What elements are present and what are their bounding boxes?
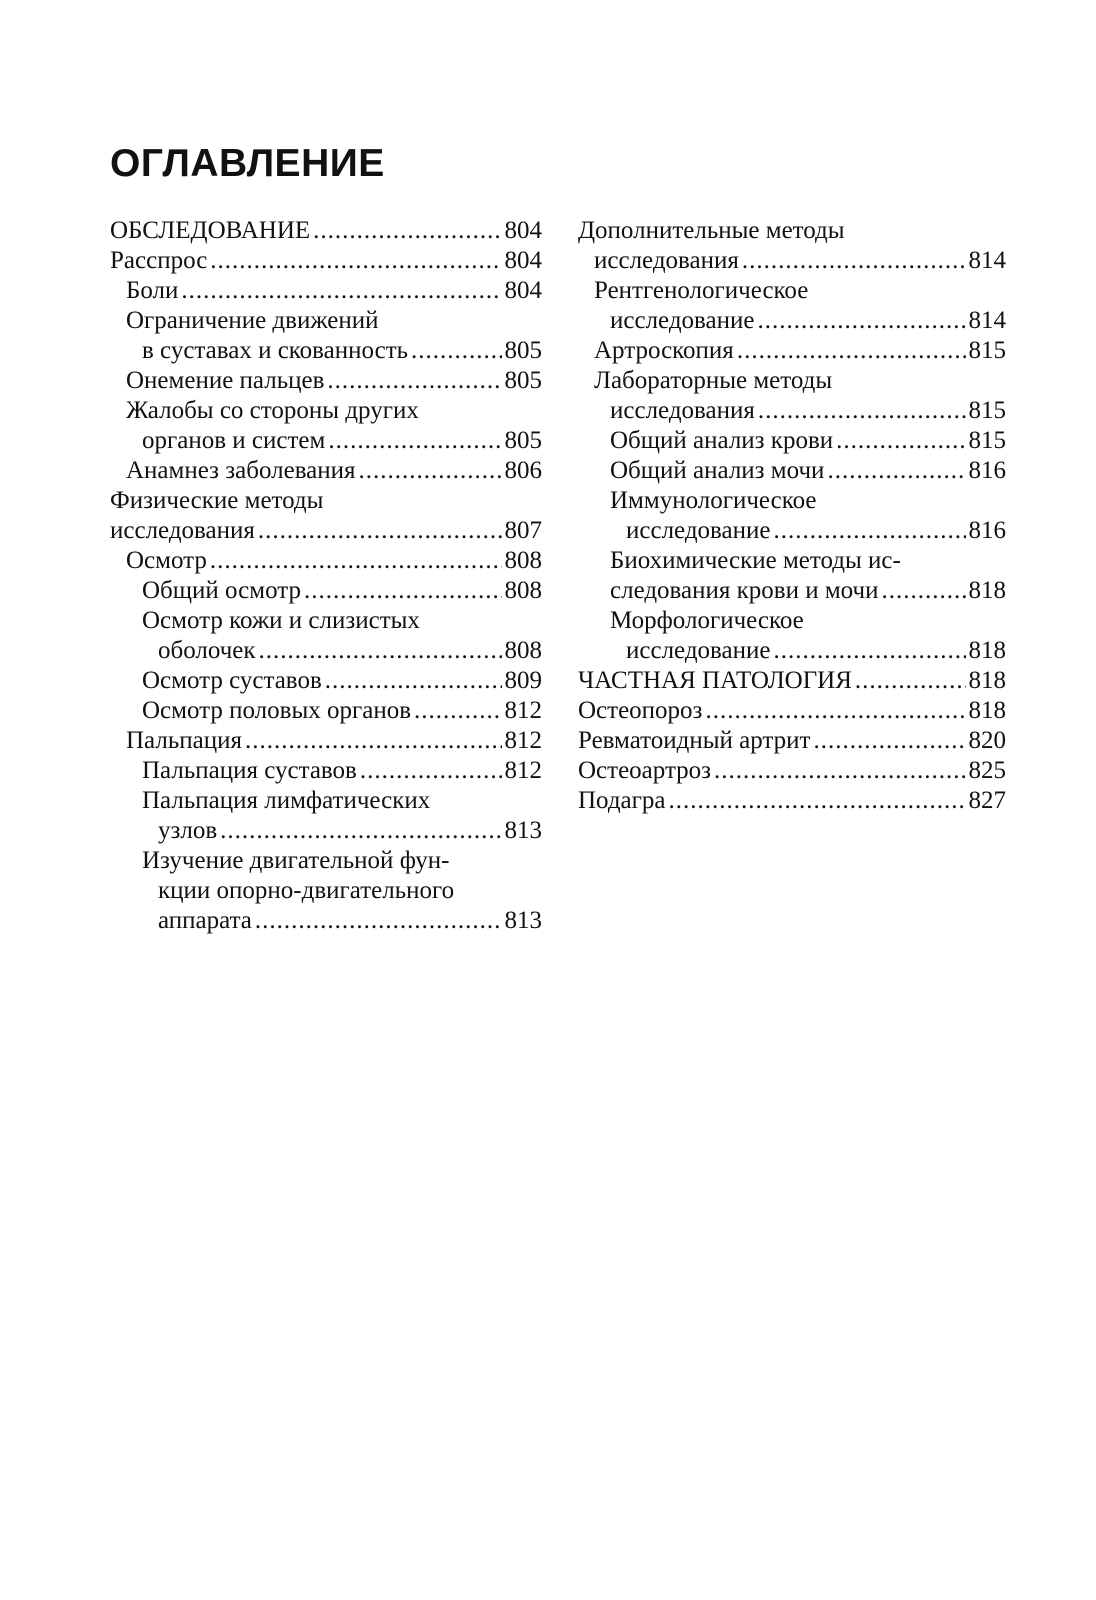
toc-page-number: 815 xyxy=(968,397,1006,424)
leader-dots xyxy=(328,426,501,456)
toc-page-number: 808 xyxy=(504,547,542,574)
leader-dots xyxy=(705,696,965,726)
toc-page-number: 815 xyxy=(968,337,1006,364)
leader-dots xyxy=(313,216,501,246)
toc-page-number: 805 xyxy=(504,367,542,394)
toc-page-number: 808 xyxy=(504,577,542,604)
page-title: ОГЛАВЛЕНИЕ xyxy=(110,142,385,185)
toc-entry-title: Дополнительные методы xyxy=(578,217,845,244)
toc-entry-title: Морфологическое xyxy=(610,607,804,634)
toc-entry-title: органов и систем xyxy=(142,427,326,454)
toc-entry-title: Изучение двигательной фун- xyxy=(142,847,450,874)
toc-entry-title: Остеоартроз xyxy=(578,757,712,784)
leader-dots xyxy=(210,246,501,276)
toc-page-number: 804 xyxy=(504,217,542,244)
toc-entry-title: Осмотр суставов xyxy=(142,667,322,694)
leader-dots xyxy=(258,516,502,546)
toc-entry-title: Подагра xyxy=(578,787,666,814)
toc-page-number: 812 xyxy=(504,727,542,754)
toc-entry-title: Жалобы со стороны других xyxy=(126,397,419,424)
toc-entry-title: Онемение пальцев xyxy=(126,367,325,394)
leader-dots xyxy=(259,636,502,666)
toc-entry-title: кции опорно-двигательного xyxy=(158,877,455,904)
toc-entry-title: Пальпация xyxy=(126,727,242,754)
toc-entry-title: Боли xyxy=(126,277,179,304)
leader-dots xyxy=(359,456,502,486)
toc-entry xyxy=(110,846,542,936)
toc-entry-title: Остеопороз xyxy=(578,697,703,724)
toc-entry-title: Общий анализ мочи xyxy=(610,457,825,484)
leader-dots xyxy=(411,336,501,366)
toc-entry xyxy=(578,696,1006,726)
toc-entry-title: Осмотр xyxy=(126,547,207,574)
leader-dots xyxy=(360,756,502,786)
toc-page-number: 818 xyxy=(968,577,1006,604)
toc-entry xyxy=(578,546,1006,606)
toc-entry xyxy=(110,306,542,366)
toc-entry-title: Осмотр кожи и слизистых xyxy=(142,607,420,634)
leader-dots xyxy=(855,666,966,696)
toc-entry xyxy=(110,486,542,546)
toc-entry-title: исследование xyxy=(626,517,771,544)
toc-entry-title: Биохимические методы ис- xyxy=(610,547,901,574)
leader-dots xyxy=(255,906,502,936)
toc-page-number: 816 xyxy=(968,457,1006,484)
toc-entry xyxy=(110,276,542,306)
leader-dots xyxy=(210,546,502,576)
leader-dots xyxy=(737,336,966,366)
toc-entry-title: следования крови и мочи xyxy=(610,577,879,604)
toc-entry xyxy=(110,576,542,606)
leader-dots xyxy=(714,756,965,786)
toc-entry-title: исследования xyxy=(110,517,255,544)
toc-entry xyxy=(578,336,1006,366)
leader-dots xyxy=(757,306,965,336)
toc-entry-title: Пальпация суставов xyxy=(142,757,357,784)
toc-entry xyxy=(110,456,542,486)
toc-entry xyxy=(578,366,1006,426)
leader-dots xyxy=(414,696,501,726)
toc-entry xyxy=(110,246,542,276)
leader-dots xyxy=(813,726,965,756)
toc-entry xyxy=(110,606,542,666)
toc-entry xyxy=(578,786,1006,816)
toc-entry-title: Иммунологическое xyxy=(610,487,817,514)
toc-page-number: 806 xyxy=(504,457,542,484)
leader-dots xyxy=(758,396,966,426)
toc-entry-title: ЧАСТНАЯ ПАТОЛОГИЯ xyxy=(578,667,852,694)
leader-dots xyxy=(827,456,965,486)
toc-entry-title: Ограничение движений xyxy=(126,307,379,334)
toc-entry xyxy=(578,456,1006,486)
toc-entry xyxy=(578,606,1006,666)
toc-entry-title: Артроскопия xyxy=(594,337,734,364)
toc-column-right xyxy=(578,216,1006,816)
leader-dots xyxy=(304,576,502,606)
toc-entry xyxy=(110,666,542,696)
toc-entry-title: исследование xyxy=(610,307,755,334)
toc-page-number: 807 xyxy=(504,517,542,544)
toc-page-number: 813 xyxy=(504,907,542,934)
toc-page-number: 804 xyxy=(504,277,542,304)
toc-entry-title: в суставах и скованность xyxy=(142,337,409,364)
toc-entry xyxy=(110,696,542,726)
toc-entry xyxy=(110,726,542,756)
toc-entry xyxy=(110,396,542,456)
toc-entry-title: Расспрос xyxy=(110,247,208,274)
toc-page-number: 827 xyxy=(968,787,1006,814)
toc-page-number: 813 xyxy=(504,817,542,844)
toc-entry-title: исследования xyxy=(594,247,739,274)
toc-entry xyxy=(110,786,542,846)
toc-entry xyxy=(110,546,542,576)
toc-entry xyxy=(578,426,1006,456)
toc-page-number: 808 xyxy=(504,637,542,664)
toc-page-number: 818 xyxy=(968,637,1006,664)
toc-column-left xyxy=(110,216,542,936)
toc-entry-title: исследование xyxy=(626,637,771,664)
toc-page-number: 805 xyxy=(504,427,542,454)
toc-entry xyxy=(578,666,1006,696)
toc-entry-title: оболочек xyxy=(158,637,256,664)
toc-entry-title: Анамнез заболевания xyxy=(126,457,356,484)
toc-entry xyxy=(578,726,1006,756)
toc-page-number: 818 xyxy=(968,667,1006,694)
toc-entry-title: исследования xyxy=(610,397,755,424)
toc-entry-title: Ревматоидный артрит xyxy=(578,727,811,754)
leader-dots xyxy=(327,366,501,396)
toc-page-number: 815 xyxy=(968,427,1006,454)
toc-page-number: 809 xyxy=(504,667,542,694)
toc-entry-title: Осмотр половых органов xyxy=(142,697,412,724)
leader-dots xyxy=(181,276,501,306)
leader-dots xyxy=(881,576,965,606)
leader-dots xyxy=(742,246,966,276)
toc-entry-title: Общий осмотр xyxy=(142,577,301,604)
toc-entry xyxy=(578,216,1006,276)
toc-entry-title: Лабораторные методы xyxy=(594,367,833,394)
toc-entry-title: узлов xyxy=(158,817,218,844)
toc-page-number: 820 xyxy=(968,727,1006,754)
toc-entry xyxy=(110,366,542,396)
toc-entry xyxy=(578,486,1006,546)
leader-dots xyxy=(669,786,966,816)
toc-entry xyxy=(578,756,1006,786)
toc-page-number: 812 xyxy=(504,697,542,724)
leader-dots xyxy=(245,726,502,756)
toc-entry xyxy=(110,756,542,786)
toc-entry-title: Общий анализ крови xyxy=(610,427,834,454)
leader-dots xyxy=(325,666,502,696)
leader-dots xyxy=(773,636,965,666)
toc-entry-title: аппарата xyxy=(158,907,252,934)
toc-entry-title: Пальпация лимфатических xyxy=(142,787,431,814)
toc-entry-title: Рентгенологическое xyxy=(594,277,809,304)
leader-dots xyxy=(773,516,965,546)
toc-entry xyxy=(578,276,1006,336)
toc-page-number: 818 xyxy=(968,697,1006,724)
toc-entry-title: Физические методы xyxy=(110,487,324,514)
leader-dots xyxy=(220,816,501,846)
toc-page-number: 816 xyxy=(968,517,1006,544)
toc-page-number: 814 xyxy=(968,307,1006,334)
toc-page-number: 825 xyxy=(968,757,1006,784)
leader-dots xyxy=(836,426,965,456)
toc-entry xyxy=(110,216,542,246)
toc-page-number: 812 xyxy=(504,757,542,784)
toc-page-number: 805 xyxy=(504,337,542,364)
toc-page-number: 814 xyxy=(968,247,1006,274)
toc-entry-title: ОБСЛЕДОВАНИЕ xyxy=(110,217,311,244)
toc-page-number: 804 xyxy=(504,247,542,274)
